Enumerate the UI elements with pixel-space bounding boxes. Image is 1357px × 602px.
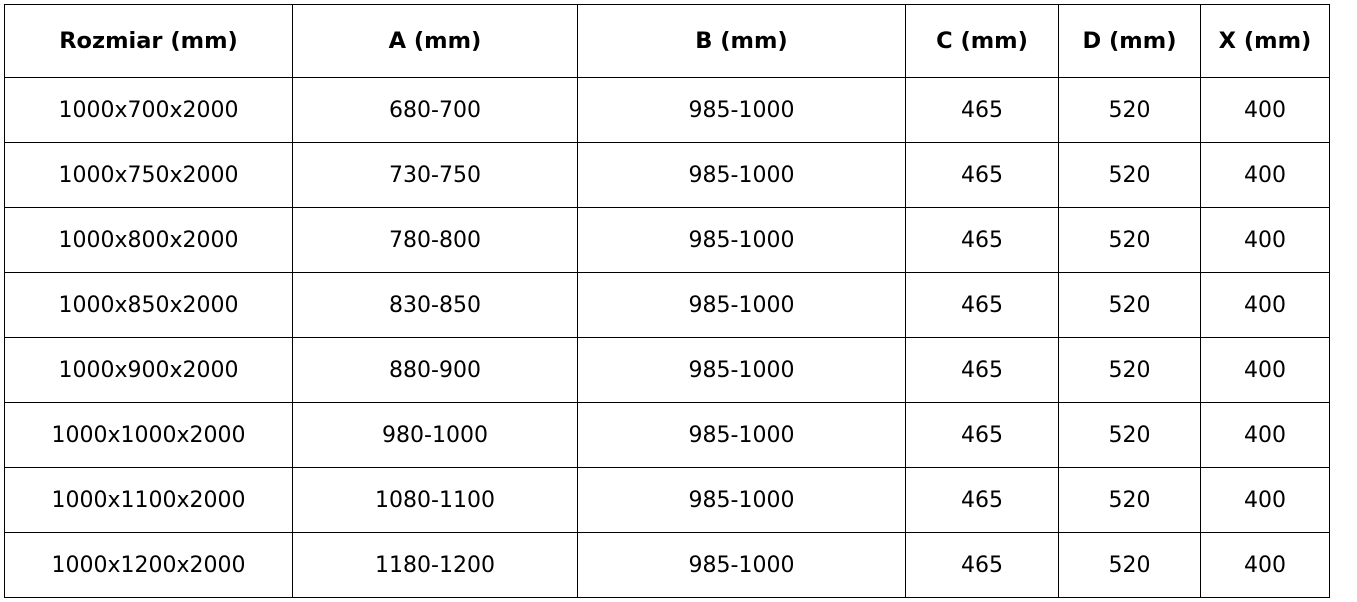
cell-rozmiar: 1000x1000x2000 <box>5 403 293 468</box>
cell-b: 985-1000 <box>578 273 906 338</box>
table-header <box>5 5 1330 78</box>
cell-c: 465 <box>906 533 1059 598</box>
cell-x: 400 <box>1201 78 1330 143</box>
column-header-x: X (mm) <box>1201 5 1330 78</box>
cell-d: 520 <box>1059 403 1201 468</box>
cell-b: 985-1000 <box>578 143 906 208</box>
cell-x: 400 <box>1201 208 1330 273</box>
cell-d: 520 <box>1059 208 1201 273</box>
cell-b: 985-1000 <box>578 78 906 143</box>
cell-d: 520 <box>1059 143 1201 208</box>
cell-a: 1180-1200 <box>293 533 578 598</box>
cell-d: 520 <box>1059 468 1201 533</box>
cell-x: 400 <box>1201 273 1330 338</box>
cell-d: 520 <box>1059 533 1201 598</box>
cell-b: 985-1000 <box>578 208 906 273</box>
table-row <box>5 403 1330 468</box>
cell-d: 520 <box>1059 78 1201 143</box>
cell-x: 400 <box>1201 143 1330 208</box>
table-header-row <box>5 5 1330 78</box>
column-header-c: C (mm) <box>906 5 1059 78</box>
cell-a: 730-750 <box>293 143 578 208</box>
column-header-d: D (mm) <box>1059 5 1201 78</box>
cell-rozmiar: 1000x700x2000 <box>5 78 293 143</box>
dimensions-table <box>4 4 1330 598</box>
cell-a: 1080-1100 <box>293 468 578 533</box>
column-header-rozmiar: Rozmiar (mm) <box>5 5 293 78</box>
cell-c: 465 <box>906 78 1059 143</box>
cell-a: 830-850 <box>293 273 578 338</box>
cell-x: 400 <box>1201 533 1330 598</box>
cell-b: 985-1000 <box>578 533 906 598</box>
table-row <box>5 143 1330 208</box>
cell-rozmiar: 1000x1100x2000 <box>5 468 293 533</box>
cell-c: 465 <box>906 273 1059 338</box>
table-row <box>5 273 1330 338</box>
cell-c: 465 <box>906 143 1059 208</box>
table-body <box>5 78 1330 598</box>
cell-d: 520 <box>1059 273 1201 338</box>
cell-rozmiar: 1000x1200x2000 <box>5 533 293 598</box>
table-row <box>5 208 1330 273</box>
column-header-b: B (mm) <box>578 5 906 78</box>
cell-x: 400 <box>1201 403 1330 468</box>
table-row <box>5 533 1330 598</box>
cell-b: 985-1000 <box>578 338 906 403</box>
cell-a: 980-1000 <box>293 403 578 468</box>
table-row <box>5 468 1330 533</box>
cell-a: 880-900 <box>293 338 578 403</box>
cell-c: 465 <box>906 338 1059 403</box>
cell-rozmiar: 1000x900x2000 <box>5 338 293 403</box>
cell-rozmiar: 1000x750x2000 <box>5 143 293 208</box>
cell-a: 680-700 <box>293 78 578 143</box>
cell-b: 985-1000 <box>578 468 906 533</box>
cell-a: 780-800 <box>293 208 578 273</box>
cell-c: 465 <box>906 208 1059 273</box>
cell-x: 400 <box>1201 468 1330 533</box>
cell-c: 465 <box>906 468 1059 533</box>
cell-d: 520 <box>1059 338 1201 403</box>
table-row <box>5 78 1330 143</box>
table-row <box>5 338 1330 403</box>
column-header-a: A (mm) <box>293 5 578 78</box>
cell-rozmiar: 1000x850x2000 <box>5 273 293 338</box>
cell-c: 465 <box>906 403 1059 468</box>
cell-b: 985-1000 <box>578 403 906 468</box>
cell-rozmiar: 1000x800x2000 <box>5 208 293 273</box>
cell-x: 400 <box>1201 338 1330 403</box>
